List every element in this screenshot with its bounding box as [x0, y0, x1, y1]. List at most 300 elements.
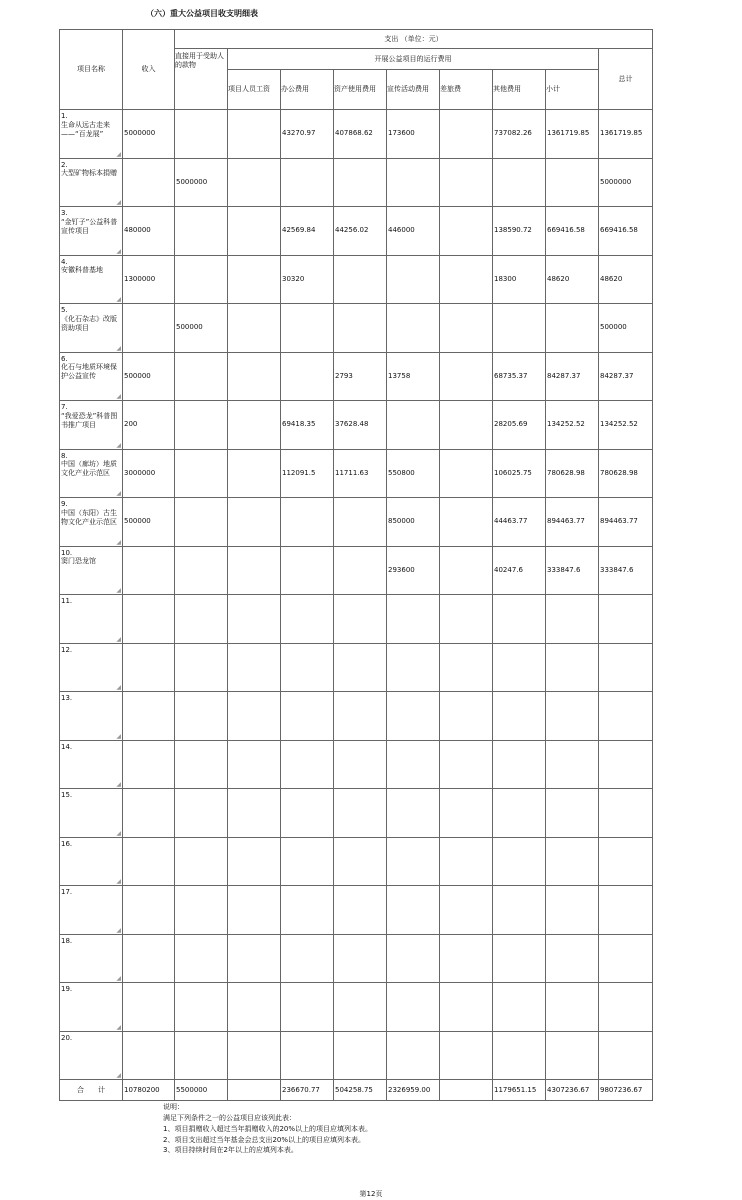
table-row — [60, 595, 653, 644]
cell-promo — [387, 595, 440, 644]
header-expense-group: 支出 （单位：元） — [175, 30, 653, 49]
cell-promo — [387, 255, 440, 304]
cell-travel — [440, 401, 493, 450]
cell-other — [493, 692, 546, 741]
cell-other: 138590.72 — [493, 207, 546, 256]
table-row — [60, 207, 653, 256]
cell-total: 500000 — [599, 304, 653, 353]
table-row — [60, 837, 653, 886]
totals-office: 236670.77 — [281, 1080, 334, 1101]
cell-total — [599, 934, 653, 983]
cell-staff — [228, 983, 281, 1032]
totals-travel — [440, 1080, 493, 1101]
resize-grip-icon[interactable]: ◢ — [116, 635, 121, 643]
cell-travel — [440, 934, 493, 983]
cell-total — [599, 983, 653, 1032]
cell-staff — [228, 837, 281, 886]
table-row — [60, 789, 653, 838]
row-name: 8. 中国（廊坊）地质文化产业示范区 — [61, 451, 117, 477]
row-name-cell — [60, 789, 123, 838]
cell-staff — [228, 789, 281, 838]
cell-office — [281, 595, 334, 644]
cell-office — [281, 886, 334, 935]
cell-travel — [440, 983, 493, 1032]
cell-promo: 13758 — [387, 352, 440, 401]
cell-other — [493, 158, 546, 207]
resize-grip-icon[interactable]: ◢ — [116, 441, 121, 449]
resize-grip-icon[interactable]: ◢ — [116, 199, 121, 206]
row-name: 17. — [61, 888, 73, 896]
cell-total — [599, 643, 653, 692]
cell-aid — [175, 449, 228, 498]
cell-total: 48620 — [599, 255, 653, 304]
resize-grip-icon[interactable]: ◢ — [116, 393, 121, 400]
notes-item-2: 2、项目支出超过当年基金会总支出20%以上的项目应填列本表。 — [163, 1135, 366, 1144]
cell-office: 69418.35 — [281, 401, 334, 450]
table-row — [60, 740, 653, 789]
cell-office — [281, 934, 334, 983]
table-row — [60, 449, 653, 498]
cell-income: 1300000 — [123, 255, 175, 304]
cell-promo — [387, 692, 440, 741]
cell-other: 68735.37 — [493, 352, 546, 401]
row-name-cell — [60, 983, 123, 1032]
cell-other — [493, 1031, 546, 1080]
resize-grip-icon[interactable]: ◢ — [116, 490, 121, 497]
cell-income — [123, 304, 175, 353]
totals-promo: 2326959.00 — [387, 1080, 440, 1101]
cell-other: 40247.6 — [493, 546, 546, 595]
cell-subtotal: 48620 — [546, 255, 599, 304]
cell-aid — [175, 110, 228, 159]
resize-grip-icon[interactable]: ◢ — [116, 684, 121, 691]
cell-staff — [228, 692, 281, 741]
totals-asset: 504258.75 — [334, 1080, 387, 1101]
cell-office — [281, 789, 334, 838]
resize-grip-icon[interactable]: ◢ — [116, 975, 121, 982]
resize-grip-icon[interactable]: ◢ — [116, 150, 121, 158]
cell-office: 42569.84 — [281, 207, 334, 256]
notes-section — [163, 1102, 372, 1156]
cell-other — [493, 789, 546, 838]
cell-other — [493, 983, 546, 1032]
cell-income: 500000 — [123, 352, 175, 401]
cell-promo: 550800 — [387, 449, 440, 498]
cell-income — [123, 1031, 175, 1080]
cell-staff — [228, 1031, 281, 1080]
notes-item-3: 3、项目持续时间在2年以上的应填列本表。 — [163, 1146, 298, 1155]
totals-row — [60, 1080, 653, 1101]
cell-staff — [228, 934, 281, 983]
cell-total: 669416.58 — [599, 207, 653, 256]
cell-promo: 173600 — [387, 110, 440, 159]
row-name-cell — [60, 449, 123, 498]
row-name-cell — [60, 886, 123, 935]
cell-aid — [175, 643, 228, 692]
cell-promo: 850000 — [387, 498, 440, 547]
cell-asset — [334, 158, 387, 207]
table-row — [60, 158, 653, 207]
table-row — [60, 643, 653, 692]
cell-total: 84287.37 — [599, 352, 653, 401]
cell-promo — [387, 886, 440, 935]
cell-total: 5000000 — [599, 158, 653, 207]
cell-income: 480000 — [123, 207, 175, 256]
cell-travel — [440, 643, 493, 692]
table-body — [60, 110, 653, 1080]
row-name: 15. — [61, 791, 73, 799]
cell-aid: 5000000 — [175, 158, 228, 207]
cell-aid: 500000 — [175, 304, 228, 353]
cell-asset — [334, 934, 387, 983]
resize-grip-icon[interactable]: ◢ — [116, 878, 121, 885]
cell-subtotal: 84287.37 — [546, 352, 599, 401]
cell-income — [123, 934, 175, 983]
totals-other: 1179651.15 — [493, 1080, 546, 1101]
cell-staff — [228, 595, 281, 644]
cell-subtotal — [546, 643, 599, 692]
cell-asset — [334, 740, 387, 789]
row-name-cell — [60, 692, 123, 741]
resize-grip-icon[interactable]: ◢ — [116, 781, 121, 788]
cell-other — [493, 740, 546, 789]
cell-income: 200 — [123, 401, 175, 450]
row-name: 12. — [61, 645, 73, 654]
cell-promo — [387, 304, 440, 353]
cell-staff — [228, 352, 281, 401]
row-name: 6. 化石与地质环境保护公益宣传 — [61, 354, 117, 380]
cell-asset — [334, 886, 387, 935]
row-name: 11. — [61, 597, 73, 605]
cell-asset — [334, 692, 387, 741]
row-name-cell — [60, 740, 123, 789]
totals-staff — [228, 1080, 281, 1101]
cell-travel — [440, 837, 493, 886]
table-row — [60, 1031, 653, 1080]
cell-travel — [440, 449, 493, 498]
cell-subtotal — [546, 740, 599, 789]
cell-asset — [334, 983, 387, 1032]
notes-item-1: 1、项目捐赠收入超过当年捐赠收入的20%以上的项目应填列本表。 — [163, 1124, 373, 1133]
row-name: 10. 窦门恐龙馆 — [61, 548, 96, 566]
cell-asset: 37628.48 — [334, 401, 387, 450]
cell-promo: 293600 — [387, 546, 440, 595]
cell-office — [281, 1031, 334, 1080]
cell-staff — [228, 207, 281, 256]
cell-aid — [175, 207, 228, 256]
cell-other — [493, 643, 546, 692]
row-name: 5. 《化石杂志》改版资助项目 — [61, 306, 117, 332]
cell-subtotal — [546, 886, 599, 935]
cell-subtotal: 1361719.85 — [546, 110, 599, 159]
header-name: 项目名称 — [60, 30, 123, 110]
cell-income — [123, 692, 175, 741]
cell-aid — [175, 352, 228, 401]
cell-subtotal — [546, 692, 599, 741]
cell-income: 5000000 — [123, 110, 175, 159]
cell-aid — [175, 595, 228, 644]
cell-subtotal — [546, 789, 599, 838]
header-total: 总计 — [599, 49, 653, 110]
cell-travel — [440, 304, 493, 353]
row-name-cell — [60, 546, 123, 595]
table-row — [60, 546, 653, 595]
cell-other: 106025.75 — [493, 449, 546, 498]
cell-travel — [440, 158, 493, 207]
table-row — [60, 886, 653, 935]
cell-total — [599, 837, 653, 886]
cell-other: 28205.69 — [493, 401, 546, 450]
cell-total — [599, 789, 653, 838]
cell-asset: 44256.02 — [334, 207, 387, 256]
resize-grip-icon[interactable]: ◢ — [116, 538, 121, 546]
cell-office — [281, 546, 334, 595]
cell-aid — [175, 934, 228, 983]
cell-office — [281, 498, 334, 547]
header-asset: 资产使用费用 — [334, 70, 387, 110]
row-name: 20. — [61, 1033, 73, 1042]
cell-office — [281, 304, 334, 353]
cell-staff — [228, 449, 281, 498]
cell-staff — [228, 886, 281, 935]
row-name: 4. 安徽科普基地 — [61, 257, 103, 275]
cell-income — [123, 837, 175, 886]
header-income: 收入 — [123, 30, 175, 110]
cell-staff — [228, 304, 281, 353]
cell-income — [123, 789, 175, 838]
row-name: 7. “我爱恐龙”科普图书推广项目 — [61, 403, 118, 429]
cell-promo — [387, 740, 440, 789]
table-row — [60, 352, 653, 401]
cell-subtotal — [546, 983, 599, 1032]
cell-subtotal — [546, 837, 599, 886]
table-row — [60, 692, 653, 741]
row-name: 2. 大型矿物标本捐赠 — [61, 160, 117, 178]
cell-other — [493, 595, 546, 644]
row-name-cell — [60, 110, 123, 159]
cell-travel — [440, 595, 493, 644]
header-operating-group: 开展公益项目的运行费用 — [228, 49, 599, 70]
row-name-cell — [60, 837, 123, 886]
cell-office: 112091.5 — [281, 449, 334, 498]
cell-other — [493, 837, 546, 886]
cell-office — [281, 692, 334, 741]
resize-grip-icon[interactable]: ◢ — [116, 829, 121, 837]
cell-travel — [440, 110, 493, 159]
cell-subtotal — [546, 158, 599, 207]
cell-asset — [334, 1031, 387, 1080]
cell-office: 43270.97 — [281, 110, 334, 159]
totals-subtotal: 4307236.67 — [546, 1080, 599, 1101]
cell-staff — [228, 401, 281, 450]
notes-intro: 满足下列条件之一的公益项目应该列此表： — [163, 1113, 296, 1122]
cell-office — [281, 983, 334, 1032]
cell-travel — [440, 255, 493, 304]
notes-heading: 说明： — [163, 1103, 184, 1111]
header-direct-aid: 直接用于受助人的款物 — [175, 49, 228, 110]
cell-total: 134252.52 — [599, 401, 653, 450]
row-name: 13. — [61, 694, 73, 702]
row-name: 9. 中国（东阳）古生物文化产业示范区 — [61, 500, 117, 526]
cell-other — [493, 304, 546, 353]
cell-travel — [440, 789, 493, 838]
cell-income — [123, 546, 175, 595]
cell-aid — [175, 983, 228, 1032]
cell-promo — [387, 789, 440, 838]
cell-subtotal: 894463.77 — [546, 498, 599, 547]
cell-travel — [440, 886, 493, 935]
cell-asset — [334, 595, 387, 644]
cell-promo — [387, 983, 440, 1032]
resize-grip-icon[interactable]: ◢ — [116, 296, 121, 303]
cell-aid — [175, 789, 228, 838]
cell-subtotal: 333847.6 — [546, 546, 599, 595]
cell-staff — [228, 255, 281, 304]
cell-promo — [387, 401, 440, 450]
cell-staff — [228, 643, 281, 692]
cell-office — [281, 158, 334, 207]
cell-promo — [387, 158, 440, 207]
page-title: （六）重大公益项目收支明细表 — [146, 9, 258, 18]
header-other: 其他费用 — [493, 70, 546, 110]
cell-subtotal: 134252.52 — [546, 401, 599, 450]
cell-total — [599, 692, 653, 741]
cell-asset — [334, 789, 387, 838]
cell-other — [493, 934, 546, 983]
row-name: 1. 生命从远古走来——“百龙展” — [61, 112, 110, 138]
row-name-cell — [60, 352, 123, 401]
totals-income: 10780200 — [123, 1080, 175, 1101]
cell-income — [123, 740, 175, 789]
cell-staff — [228, 740, 281, 789]
cell-total: 1361719.85 — [599, 110, 653, 159]
cell-aid — [175, 546, 228, 595]
totals-label: 合 计 — [60, 1080, 123, 1101]
cell-promo — [387, 643, 440, 692]
row-name-cell — [60, 207, 123, 256]
cell-asset — [334, 498, 387, 547]
row-name-cell — [60, 401, 123, 450]
cell-income: 3000000 — [123, 449, 175, 498]
cell-total — [599, 1031, 653, 1080]
cell-staff — [228, 110, 281, 159]
cell-staff — [228, 498, 281, 547]
cell-office — [281, 352, 334, 401]
header-travel: 差旅费 — [440, 70, 493, 110]
header-staff: 项目人员工资 — [228, 70, 281, 110]
cell-income — [123, 643, 175, 692]
cell-income — [123, 595, 175, 644]
cell-travel — [440, 352, 493, 401]
resize-grip-icon[interactable]: ◢ — [116, 587, 121, 594]
cell-travel — [440, 692, 493, 741]
row-name-cell — [60, 934, 123, 983]
cell-total: 333847.6 — [599, 546, 653, 595]
cell-total: 894463.77 — [599, 498, 653, 547]
table-row — [60, 304, 653, 353]
cell-promo — [387, 934, 440, 983]
cell-travel — [440, 498, 493, 547]
table-row — [60, 110, 653, 159]
table-row — [60, 983, 653, 1032]
cell-staff — [228, 158, 281, 207]
cell-other: 18300 — [493, 255, 546, 304]
cell-asset — [334, 837, 387, 886]
cell-total — [599, 886, 653, 935]
cell-income — [123, 886, 175, 935]
header-subtotal: 小计 — [546, 70, 599, 110]
cell-aid — [175, 740, 228, 789]
cell-aid — [175, 1031, 228, 1080]
cell-income — [123, 983, 175, 1032]
cell-office — [281, 837, 334, 886]
cell-asset: 11711.63 — [334, 449, 387, 498]
resize-grip-icon[interactable]: ◢ — [116, 1023, 121, 1031]
table-row — [60, 255, 653, 304]
row-name-cell — [60, 1031, 123, 1080]
table-row — [60, 934, 653, 983]
cell-subtotal — [546, 1031, 599, 1080]
cell-travel — [440, 1031, 493, 1080]
cell-asset — [334, 643, 387, 692]
cell-promo: 446000 — [387, 207, 440, 256]
row-name: 14. — [61, 742, 73, 751]
row-name-cell — [60, 255, 123, 304]
cell-office — [281, 643, 334, 692]
cell-subtotal: 780628.98 — [546, 449, 599, 498]
cell-aid — [175, 886, 228, 935]
cell-income: 500000 — [123, 498, 175, 547]
cell-subtotal: 669416.58 — [546, 207, 599, 256]
header-promo: 宣传活动费用 — [387, 70, 440, 110]
totals-total: 9807236.67 — [599, 1080, 653, 1101]
cell-travel — [440, 740, 493, 789]
cell-promo — [387, 837, 440, 886]
resize-grip-icon[interactable]: ◢ — [116, 1072, 121, 1079]
table-row — [60, 498, 653, 547]
resize-grip-icon[interactable]: ◢ — [116, 344, 121, 352]
cell-office — [281, 740, 334, 789]
cell-subtotal — [546, 595, 599, 644]
resize-grip-icon[interactable]: ◢ — [116, 926, 121, 934]
cell-other: 737082.26 — [493, 110, 546, 159]
resize-grip-icon[interactable]: ◢ — [116, 732, 121, 740]
cell-aid — [175, 255, 228, 304]
cell-total: 780628.98 — [599, 449, 653, 498]
cell-subtotal — [546, 934, 599, 983]
row-name: 19. — [61, 985, 73, 993]
cell-staff — [228, 546, 281, 595]
cell-promo — [387, 1031, 440, 1080]
row-name-cell — [60, 643, 123, 692]
row-name: 16. — [61, 839, 73, 848]
cell-total — [599, 740, 653, 789]
cell-subtotal — [546, 304, 599, 353]
cell-travel — [440, 207, 493, 256]
cell-other — [493, 886, 546, 935]
cell-other: 44463.77 — [493, 498, 546, 547]
cell-aid — [175, 837, 228, 886]
cell-asset: 2793 — [334, 352, 387, 401]
row-name-cell — [60, 498, 123, 547]
cell-asset — [334, 304, 387, 353]
page-footer: 第12页 — [359, 1190, 383, 1198]
cell-total — [599, 595, 653, 644]
row-name-cell — [60, 595, 123, 644]
cell-office: 30320 — [281, 255, 334, 304]
project-table — [59, 29, 653, 1101]
resize-grip-icon[interactable]: ◢ — [116, 247, 121, 255]
